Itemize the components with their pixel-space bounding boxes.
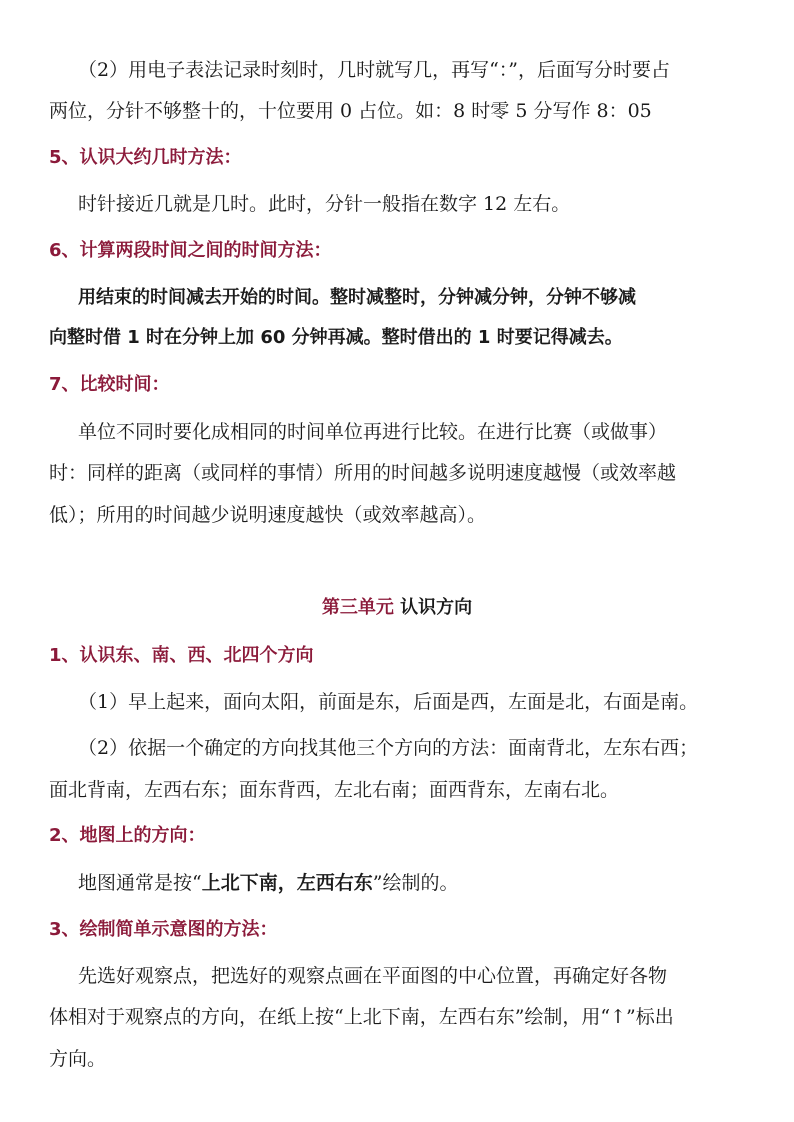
section-heading: 1、认识东、南、西、北四个方向 <box>49 645 314 666</box>
paragraph-line: 体相对于观察点的方向，在纸上按“上北下南，左西右东”绘制，用“↑”标出 <box>49 1006 674 1028</box>
paragraph-line: （1）早上起来，面向太阳，前面是东，后面是西，左面是北，右面是南。 <box>78 691 699 713</box>
paragraph-line: 方向。 <box>49 1048 107 1070</box>
unit-title-number: 第三单元 <box>321 597 394 618</box>
paragraph-line: （2）用电子表法记录时刻时，几时就写几，再写“：”，后面写分时要占 <box>78 59 671 81</box>
paragraph-line: 先选好观察点，把选好的观察点画在平面图的中心位置，再确定好各物 <box>78 965 668 987</box>
paragraph-line: 时：同样的距离（或同样的事情）所用的时间越多说明速度越慢（或效率越 <box>49 462 677 484</box>
paragraph-line: 时针接近几就是几时。此时，分针一般指在数字 12 左右。 <box>78 193 571 215</box>
section-heading: 2、地图上的方向： <box>49 825 206 846</box>
paragraph-line: 用结束的时间减去开始的时间。整时减整时，分钟减分钟，分钟不够减 <box>78 287 636 308</box>
section-heading: 5、认识大约几时方法： <box>49 147 242 168</box>
unit-title-name: 认识方向 <box>393 597 473 618</box>
paragraph-line: 两位，分针不够整十的，十位要用 0 占位。如：8 时零 5 分写作 8：05 <box>49 100 652 122</box>
paragraph-line <box>0 870 794 896</box>
paragraph-line: 单位不同时要化成相同的时间单位再进行比较。在进行比赛（或做事） <box>78 421 668 443</box>
paragraph-line: 低）；所用的时间越少说明速度越快（或效率越高）。 <box>49 504 487 526</box>
map-text-post: ”绘制的。 <box>372 872 459 894</box>
section-heading: 6、计算两段时间之间的时间方法： <box>49 240 332 261</box>
paragraph-line: 向整时借 1 时在分钟上加 60 分钟再减。整时借出的 1 时要记得减去。 <box>49 327 623 348</box>
map-text-pre: 地图通常是按“ <box>78 872 202 894</box>
section-heading: 3、绘制简单示意图的方法： <box>49 919 278 940</box>
section-heading: 7、比较时间： <box>49 374 170 395</box>
unit-title <box>0 595 794 621</box>
paragraph-line: （2）依据一个确定的方向找其他三个方向的方法：面南背北，左东右西； <box>78 737 699 759</box>
paragraph-line: 面北背南，左西右东；面东背西，左北右南；面西背东，左南右北。 <box>49 779 620 801</box>
map-rule-bold: 上北下南，左西右东 <box>201 872 373 894</box>
